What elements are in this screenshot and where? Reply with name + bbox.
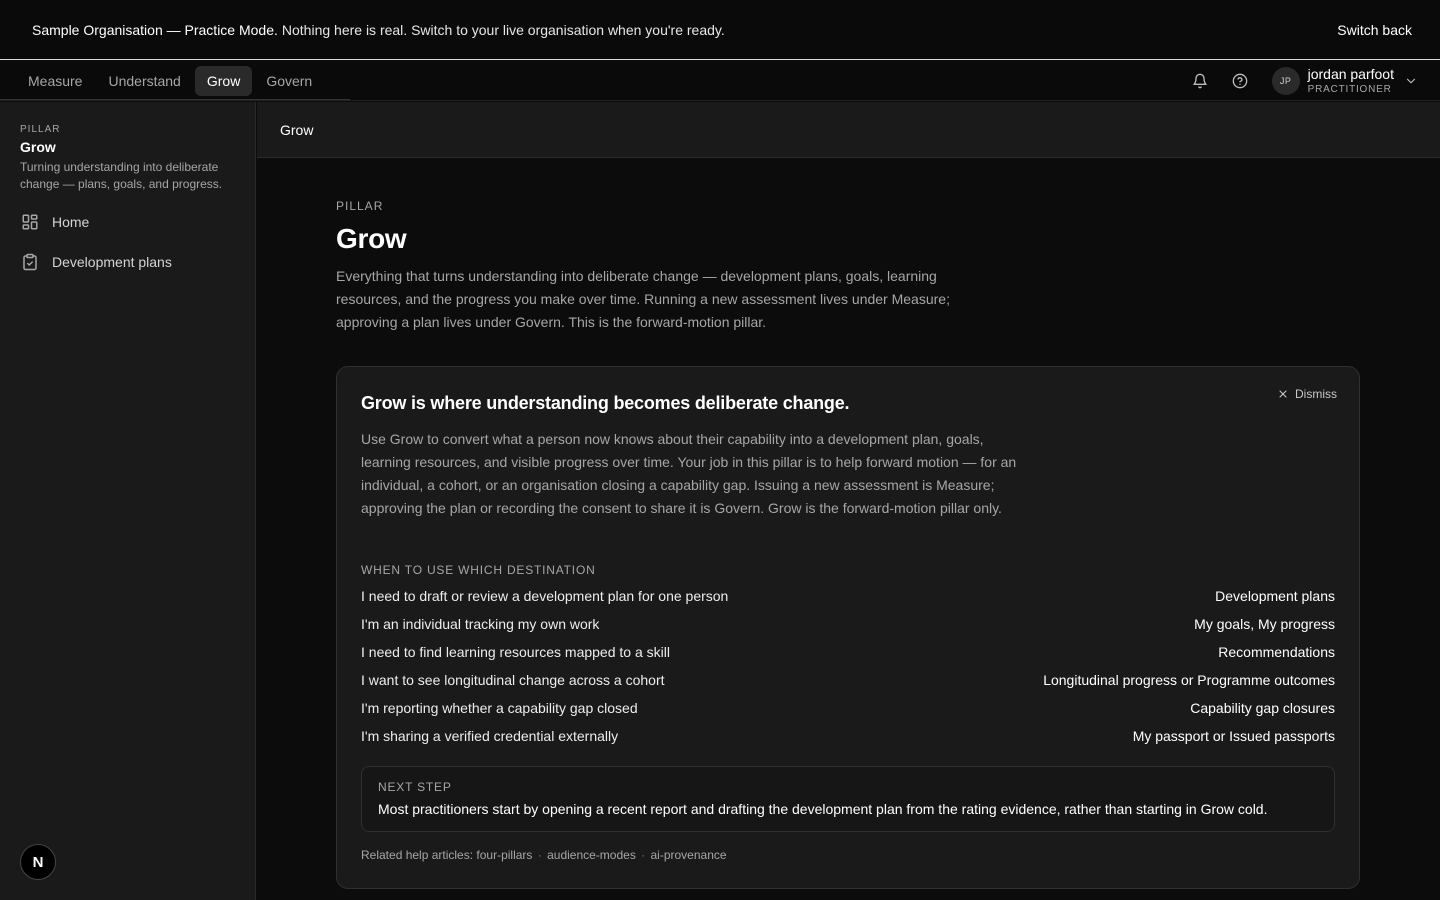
tab-govern[interactable]: Govern [266, 72, 313, 89]
help-link-four-pillars[interactable]: four-pillars [476, 848, 533, 862]
row-destination-link[interactable]: Longitudinal progress or Programme outcomes [1043, 672, 1335, 688]
row-destination-link[interactable]: My goals, My progress [1194, 616, 1335, 632]
user-name: jordan parfoot [1307, 66, 1394, 82]
user-info [1308, 67, 1394, 95]
sidebar-title: Grow [20, 139, 56, 155]
sidebar [0, 102, 256, 900]
page-lead: Everything that turns understanding into deliberate change — development plans, goals, learning resources, and the progress you make over time. Running a new assessment lives under Measure; approving a plan lives under Govern. This is the forward-motion pillar. [336, 268, 950, 330]
row-destination-link[interactable]: My passport or Issued passports [1132, 728, 1335, 744]
row-question: I'm reporting whether a capability gap closed [361, 700, 638, 716]
next-step-label: NEXT STEP [378, 780, 452, 794]
sidebar-item-label: Development plans [52, 254, 172, 270]
separator: · [637, 848, 649, 862]
help-link-audience-modes[interactable]: audience-modes [547, 848, 636, 862]
pillar-tabs [16, 66, 324, 96]
page-title: Grow [336, 223, 407, 254]
related-help-articles [361, 848, 727, 862]
close-icon [1277, 388, 1289, 400]
list-item [361, 722, 1335, 750]
dismiss-label: Dismiss [1295, 387, 1337, 401]
row-destination-link[interactable]: Development plans [1215, 588, 1335, 604]
intro-card [336, 366, 1360, 889]
tab-measure[interactable]: Measure [28, 72, 83, 89]
row-question: I need to draft or review a development plan for one person [361, 588, 729, 604]
sidebar-eyebrow: PILLAR [20, 124, 61, 135]
tab-grow[interactable]: Grow [195, 66, 252, 96]
destination-list [361, 582, 1335, 750]
list-item [361, 666, 1335, 694]
bell-icon[interactable] [1180, 61, 1220, 101]
sidebar-item-development-plans[interactable] [10, 244, 246, 280]
tab-understand[interactable]: Understand [108, 72, 181, 89]
list-item [361, 610, 1335, 638]
banner-message [32, 22, 725, 38]
help-link-ai-provenance[interactable]: ai-provenance [650, 848, 727, 862]
dismiss-button[interactable] [1277, 387, 1337, 401]
related-label: Related help articles: [361, 848, 474, 862]
banner-text: Nothing here is real. Switch to your live organisation when you're ready. [281, 21, 725, 38]
user-menu[interactable] [1272, 67, 1418, 95]
sidebar-item-home[interactable] [10, 204, 246, 240]
row-destination-link[interactable]: Capability gap closures [1190, 700, 1335, 716]
sidebar-item-label: Home [52, 214, 90, 230]
banner-strong: Sample Organisation — Practice Mode. [32, 21, 278, 38]
list-item [361, 582, 1335, 610]
list-item [361, 694, 1335, 722]
grid-icon [20, 212, 40, 232]
help-icon[interactable] [1220, 61, 1260, 101]
top-nav [0, 61, 1440, 101]
avatar: JP [1272, 67, 1300, 95]
breadcrumb [257, 102, 1440, 158]
row-question: I need to find learning resources mapped to a skill [361, 644, 670, 660]
list-item [361, 638, 1335, 666]
switch-back-button[interactable]: Switch back [1337, 21, 1412, 38]
sidebar-description: Turning understanding into deliberate change — plans, goals, and progress. [20, 160, 223, 191]
row-question: I'm an individual tracking my own work [361, 616, 600, 632]
page-eyebrow: PILLAR [336, 199, 384, 213]
main-content [257, 158, 1440, 900]
clipboard-check-icon [20, 252, 40, 272]
row-question: I want to see longitudinal change across a cohort [361, 672, 665, 688]
section-label: WHEN TO USE WHICH DESTINATION [361, 563, 596, 577]
next-step-text: Most practitioners start by opening a recent report and drafting the development plan from the rating evidence, rather than starting in Grow cold. [378, 801, 1268, 817]
user-role: PRACTITIONER [1307, 84, 1392, 95]
tabs-divider [0, 99, 350, 100]
row-question: I'm sharing a verified credential externally [361, 728, 619, 744]
practice-mode-banner [0, 0, 1440, 60]
row-destination-link[interactable]: Recommendations [1218, 644, 1335, 660]
breadcrumb-current: Grow [280, 121, 314, 138]
card-title: Grow is where understanding becomes deliberate change. [361, 393, 850, 413]
separator: · [534, 848, 546, 862]
card-body: Use Grow to convert what a person now knows about their capability into a development plan, goals, learning resources, and visible progress over time. Your job in this pillar is to help forward motion — for an individual, a cohort, or an organisation closing a capability gap. Issuing a new assessment is Measure; approving the plan or recording the consent to share it is Govern. Grow is the forward-motion pillar only. [361, 431, 1017, 516]
n-badge[interactable]: N [20, 844, 56, 880]
chevron-down-icon [1404, 74, 1418, 88]
next-step-panel [361, 766, 1335, 832]
nav-right [1180, 61, 1418, 101]
